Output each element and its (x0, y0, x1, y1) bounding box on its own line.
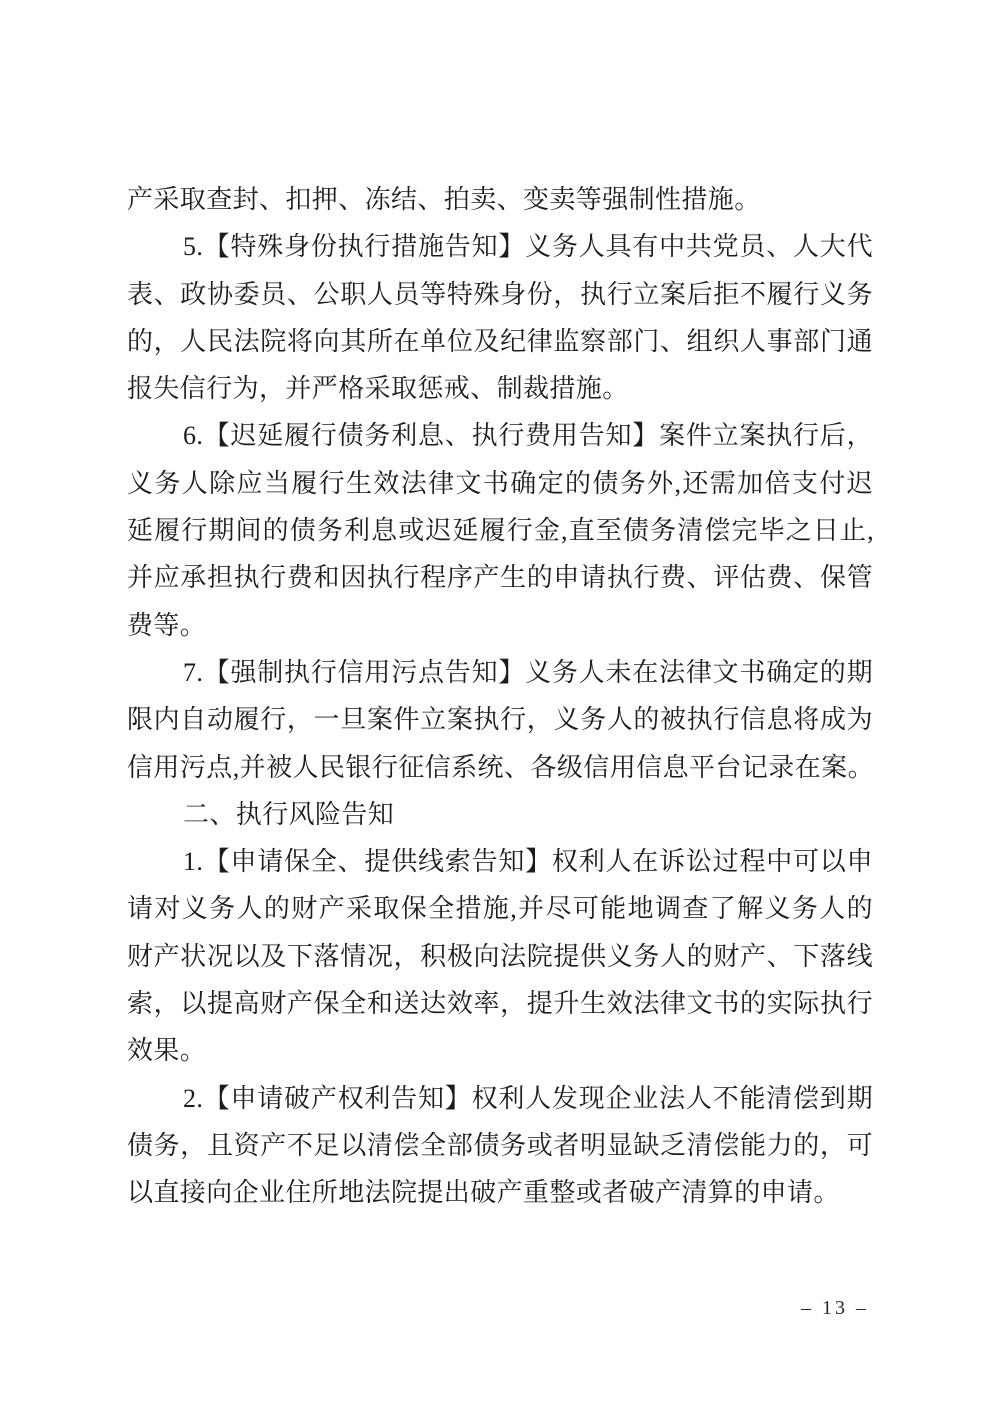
text-line: 效果。 (127, 1036, 207, 1066)
text-line: 6.【迟延履行债务利息、执行费用告知】案件立案执行后， (183, 421, 873, 451)
text-line: 并应承担执行费和因执行程序产生的申请执行费、评估费、保管 (127, 563, 873, 593)
text-line: 延履行期间的债务利息或迟延履行金,直至债务清偿完毕之日止, (127, 516, 873, 546)
text-line: 二、执行风险告知 (183, 799, 395, 829)
text-line: 7.【强制执行信用污点告知】义务人未在法律文书确定的期 (183, 657, 873, 687)
text-line: 表、政协委员、公职人员等特殊身份，执行立案后拒不履行义务 (127, 279, 873, 309)
document-body (127, 176, 873, 1217)
text-line: 5.【特殊身份执行措施告知】义务人具有中共党员、人大代 (183, 232, 873, 262)
page-number: – 13 – (801, 1297, 869, 1319)
text-line: 2.【申请破产权利告知】权利人发现企业法人不能清偿到期 (183, 1083, 873, 1113)
text-line: 债务，且资产不足以清偿全部债务或者明显缺乏清偿能力的，可 (127, 1130, 873, 1160)
text-line: 索，以提高财产保全和送达效率，提升生效法律文书的实际执行 (127, 989, 873, 1019)
text-line: 报失信行为，并严格采取惩戒、制裁措施。 (127, 374, 629, 404)
text-line: 限内自动履行，一旦案件立案执行，义务人的被执行信息将成为 (127, 705, 873, 735)
text-line: 信用污点,并被人民银行征信系统、各级信用信息平台记录在案。 (127, 752, 873, 782)
text-line: 请对义务人的财产采取保全措施,并尽可能地调查了解义务人的 (127, 894, 873, 924)
text-line: 费等。 (127, 610, 207, 640)
text-line: 义务人除应当履行生效法律文书确定的债务外,还需加倍支付迟 (127, 468, 873, 498)
text-line: 的，人民法院将向其所在单位及纪律监察部门、组织人事部门通 (127, 326, 873, 356)
text-line: 产采取查封、扣押、冻结、拍卖、变卖等强制性措施。 (127, 185, 761, 214)
text-line: 财产状况以及下落情况，积极向法院提供义务人的财产、下落线 (127, 941, 873, 971)
text-line: 1.【申请保全、提供线索告知】权利人在诉讼过程中可以申 (183, 847, 873, 877)
text-line: 以直接向企业住所地法院提出破产重整或者破产清算的申请。 (127, 1178, 840, 1208)
